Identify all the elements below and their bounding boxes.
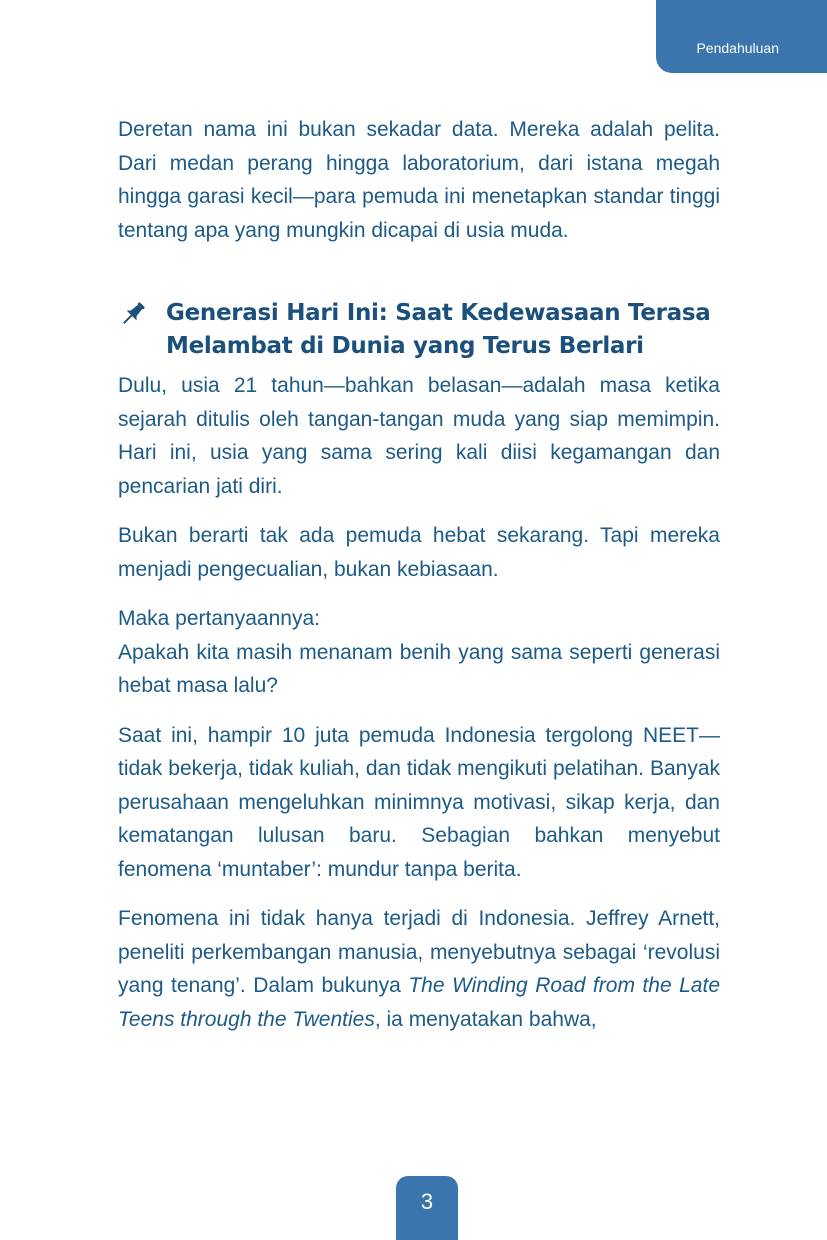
paragraph-2: Bukan berarti tak ada pemuda hebat sekarang. Tapi mereka menjadi pengecualian, bukan kebiasaan. xyxy=(118,524,720,581)
chapter-tab xyxy=(656,0,827,73)
chapter-label: Pendahuluan xyxy=(696,39,779,56)
paragraph-5 xyxy=(118,902,720,1036)
intro-paragraph: Deretan nama ini bukan sekadar data. Mereka adalah pelita. Dari medan perang hingga laboratorium, dari istana megah hingga garasi kecil—para pemuda ini menetapkan standar tinggi tentang apa yang mungkin dicapai di usia muda. xyxy=(118,118,720,242)
heading-line-1: Generasi Hari Ini: Saat Kedewasaan Terasa xyxy=(166,300,711,326)
section-heading xyxy=(118,297,720,363)
paragraph-1: Dulu, usia 21 tahun—bahkan belasan—adalah masa ketika sejarah ditulis oleh tangan-tangan muda yang siap memimpin. Hari ini, usia yang sama sering kali diisi kegamangan dan pencarian jati diri. xyxy=(118,374,720,498)
page-number-text: 3 xyxy=(420,1189,434,1214)
paragraph-5-start: Fenomena ini tidak hanya terjadi di Indonesia. Jeffrey Arnett, peneliti perkembangan manusia, menyebutnya sebagai ‘revolusi yang tenang’. Dalam bukunya xyxy=(118,907,720,997)
book-title: The Winding Road from the Late Teens through the Twenties xyxy=(118,974,721,1031)
page-content xyxy=(118,113,720,1036)
paragraph-4: Saat ini, hampir 10 juta pemuda Indonesia tergolong NEET—tidak bekerja, tidak kuliah, dan tidak mengikuti pelatihan. Banyak perusahaan mengeluhkan minimnya motivasi, sikap kerja, dan kematangan lulusan baru. Sebagian bahkan menyebut fenomena ‘muntaber’: mundur tanpa berita. xyxy=(118,723,720,881)
paragraph-3 xyxy=(118,602,720,703)
question-text: Apakah kita masih menanam benih yang sama seperti generasi hebat masa lalu? xyxy=(118,640,720,697)
question-lead: Maka pertanyaannya: xyxy=(118,607,320,630)
heading-line-2: Melambat di Dunia yang Terus Berlari xyxy=(166,333,644,359)
pushpin-icon xyxy=(118,299,148,329)
page-number xyxy=(396,1176,458,1240)
paragraph-5-end: , ia menyatakan bahwa, xyxy=(374,1007,597,1031)
